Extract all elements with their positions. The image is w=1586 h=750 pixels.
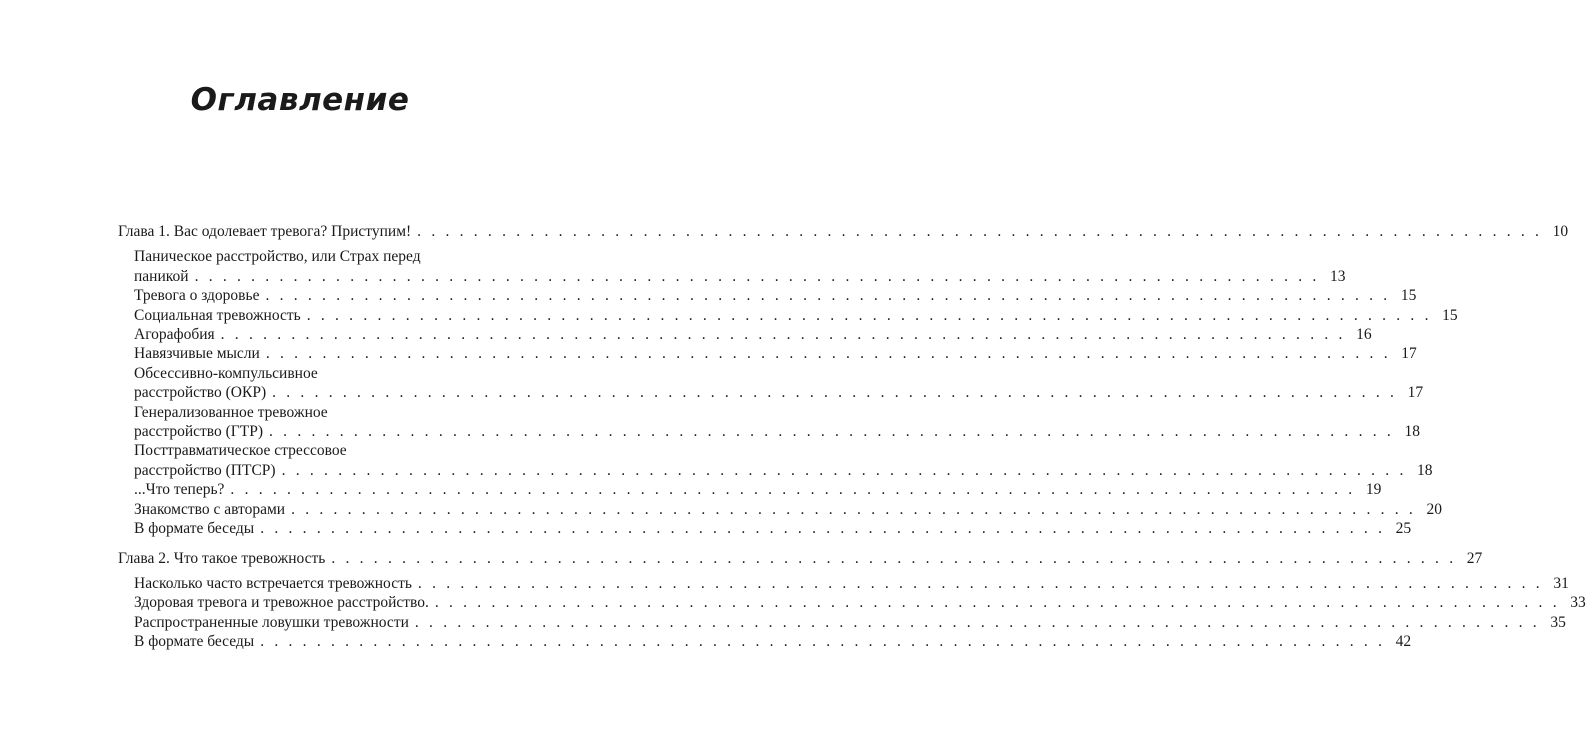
- toc-page-number: 33: [1570, 594, 1586, 612]
- toc-section-entry: [118, 519, 1412, 538]
- toc-page-number: 10: [1552, 223, 1569, 240]
- toc-section-entry: [118, 247, 1346, 286]
- toc-entry-title: Знакомство с авторами: [134, 500, 286, 518]
- dot-leader: . . . . . . . . . . . . . . . . . . . . . . . . . . . . . . . . . . . . . . . . . . . . . . . . . . . . . . . . . . . . . . . . . . . . . . . . . . . . . . . .: [272, 384, 1398, 402]
- toc-chapter-entry: [118, 549, 1483, 568]
- toc-section-entry: [118, 344, 1417, 363]
- toc-entry-title: В формате беседы: [134, 520, 255, 538]
- toc-section-entry: [118, 364, 1424, 403]
- dot-leader: . . . . . . . . . . . . . . . . . . . . . . . . . . . . . . . . . . . . . . . . . . . . . . . . . . . . . . . . . . . . . . . . . . . . . . . . . . . . . . . .: [331, 549, 1457, 567]
- toc-entry-title-line: Паническое расстройство, или Страх перед: [134, 248, 421, 266]
- toc-page-number: 15: [1442, 306, 1458, 324]
- dot-leader: . . . . . . . . . . . . . . . . . . . . . . . . . . . . . . . . . . . . . . . . . . . . . . . . . . . . . . . . . . . . . . . . . . . . . . . . . . . . . . . .: [260, 633, 1386, 651]
- toc-entry-row: [134, 286, 1417, 305]
- toc-entry-row: [134, 632, 1412, 651]
- toc-page-number: 19: [1365, 481, 1382, 499]
- toc-entry-row: [134, 613, 1566, 632]
- toc-entry-row: [118, 222, 1569, 241]
- toc-entry-title: Глава 2. Что такое тревожность: [118, 549, 326, 567]
- toc-entry-title: Насколько часто встречается тревожность: [134, 574, 412, 592]
- toc-section-entry: [118, 500, 1442, 519]
- toc-page-number: 16: [1356, 326, 1372, 344]
- toc-entry-row: [134, 480, 1382, 499]
- toc-page-number: 42: [1395, 633, 1412, 651]
- dot-leader: . . . . . . . . . . . . . . . . . . . . . . . . . . . . . . . . . . . . . . . . . . . . . . . . . . . . . . . . . . . . . . . . . . . . . . . . . . . . . . . .: [220, 326, 1346, 344]
- toc-entry-title: Распространенные ловушки тревожности: [134, 613, 409, 631]
- dot-leader: . . . . . . . . . . . . . . . . . . . . . . . . . . . . . . . . . . . . . . . . . . . . . . . . . . . . . . . . . . . . . . . . . . . . . . . . . . . . . . . .: [269, 423, 1394, 441]
- toc-entry-title: расстройство (ГТР): [134, 423, 264, 441]
- dot-leader: . . . . . . . . . . . . . . . . . . . . . . . . . . . . . . . . . . . . . . . . . . . . . . . . . . . . . . . . . . . . . . . . . . . . . . . . . . . . . . . .: [281, 461, 1407, 479]
- toc-chapter-entry: [118, 222, 1569, 241]
- toc-page-number: 31: [1553, 574, 1569, 592]
- toc-entry-title: Социальная тревожность: [134, 306, 301, 324]
- dot-leader: . . . . . . . . . . . . . . . . . . . . . . . . . . . . . . . . . . . . . . . . . . . . . . . . . . . . . . . . . . . . . . . . . . . . . . . . . . . . . . . .: [434, 594, 1560, 612]
- toc-entry-row: [134, 519, 1412, 538]
- toc-page-number: 15: [1400, 287, 1417, 305]
- toc-entry-title-line: Генерализованное тревожное: [134, 403, 328, 421]
- toc-section-entry: [118, 306, 1458, 325]
- toc-section-entry: [118, 574, 1569, 593]
- dot-leader: . . . . . . . . . . . . . . . . . . . . . . . . . . . . . . . . . . . . . . . . . . . . . . . . . . . . . . . . . . . . . . . . . . . . . . . . . . . . . . . .: [194, 267, 1320, 285]
- toc-entry-row: [134, 344, 1417, 363]
- toc-entry-title-line: Обсессивно-компульсивное: [134, 364, 318, 382]
- toc-entry-row: [134, 325, 1372, 344]
- toc-section-entry: [118, 325, 1372, 344]
- toc-entry-title: Глава 1. Вас одолевает тревога? Приступим!: [118, 223, 412, 240]
- dot-leader: . . . . . . . . . . . . . . . . . . . . . . . . . . . . . . . . . . . . . . . . . . . . . . . . . . . . . . . . . . . . . . . . . . . . . . . . . . . . . . . .: [306, 306, 1432, 324]
- toc-entry-row: [134, 593, 1586, 612]
- toc-section-entry: [118, 441, 1433, 480]
- dot-leader: . . . . . . . . . . . . . . . . . . . . . . . . . . . . . . . . . . . . . . . . . . . . . . . . . . . . . . . . . . . . . . . . . . . . . . . . . . . . . . . .: [265, 345, 1391, 363]
- toc-section-entry: [118, 593, 1586, 612]
- toc-page-number: 25: [1395, 520, 1412, 538]
- toc-entry-row: [134, 574, 1569, 593]
- toc-section-entry: [118, 286, 1417, 305]
- toc-entry-title: Агорафобия: [134, 326, 215, 344]
- toc-page-number: 20: [1426, 500, 1442, 518]
- toc-entry-title: расстройство (ПТСР): [134, 461, 276, 479]
- dot-leader: . . . . . . . . . . . . . . . . . . . . . . . . . . . . . . . . . . . . . . . . . . . . . . . . . . . . . . . . . . . . . . . . . . . . . . . . . . . . . . . .: [417, 223, 1543, 240]
- toc-entry-row: [134, 422, 1420, 441]
- toc-entry-title: паникой: [134, 267, 189, 285]
- page-title: Оглавление: [190, 82, 410, 118]
- dot-leader: . . . . . . . . . . . . . . . . . . . . . . . . . . . . . . . . . . . . . . . . . . . . . . . . . . . . . . . . . . . . . . . . . . . . . . . . . . . . . . . .: [265, 287, 1391, 305]
- toc-entry-row: [134, 500, 1442, 519]
- toc-section-entry: [118, 403, 1420, 442]
- dot-leader: . . . . . . . . . . . . . . . . . . . . . . . . . . . . . . . . . . . . . . . . . . . . . . . . . . . . . . . . . . . . . . . . . . . . . . . . . . . . . . . .: [230, 481, 1356, 499]
- toc-section-entry: [118, 632, 1412, 651]
- dot-leader: . . . . . . . . . . . . . . . . . . . . . . . . . . . . . . . . . . . . . . . . . . . . . . . . . . . . . . . . . . . . . . . . . . . . . . . . . . . . . . . .: [414, 613, 1540, 631]
- toc-entry-row: [134, 267, 1346, 286]
- toc-section-entry: [118, 480, 1382, 499]
- toc-page-number: 17: [1407, 384, 1424, 402]
- toc-entry-row: [118, 549, 1483, 568]
- toc-page-number: 18: [1417, 461, 1433, 479]
- toc-entry-row: [134, 383, 1424, 402]
- toc-entry-title: Здоровая тревога и тревожное расстройство.: [134, 594, 429, 612]
- toc-entry-title: Тревога о здоровье: [134, 287, 260, 305]
- toc-entry-title: Навязчивые мысли: [134, 345, 260, 363]
- dot-leader: . . . . . . . . . . . . . . . . . . . . . . . . . . . . . . . . . . . . . . . . . . . . . . . . . . . . . . . . . . . . . . . . . . . . . . . . . . . . . . . .: [417, 574, 1543, 592]
- toc-entry-row: [134, 306, 1458, 325]
- toc-entry-title: В формате беседы: [134, 633, 255, 651]
- toc-page-number: 17: [1401, 345, 1417, 363]
- toc-page-number: 18: [1404, 423, 1420, 441]
- toc-entry-title-line: Посттравматическое стрессовое: [134, 442, 347, 460]
- dot-leader: . . . . . . . . . . . . . . . . . . . . . . . . . . . . . . . . . . . . . . . . . . . . . . . . . . . . . . . . . . . . . . . . . . . . . . . . . . . . . . . .: [260, 520, 1386, 538]
- toc-page-number: 35: [1550, 613, 1566, 631]
- toc-page-number: 27: [1466, 549, 1483, 567]
- toc-entry-title: расстройство (ОКР): [134, 384, 267, 402]
- dot-leader: . . . . . . . . . . . . . . . . . . . . . . . . . . . . . . . . . . . . . . . . . . . . . . . . . . . . . . . . . . . . . . . . . . . . . . . . . . . . . . . .: [291, 500, 1416, 518]
- toc-entry-title: ...Что теперь?: [134, 481, 225, 499]
- toc-section-entry: [118, 613, 1566, 632]
- toc-page-number: 13: [1330, 267, 1346, 285]
- toc-entry-row: [134, 461, 1433, 480]
- table-of-contents: [118, 222, 1586, 652]
